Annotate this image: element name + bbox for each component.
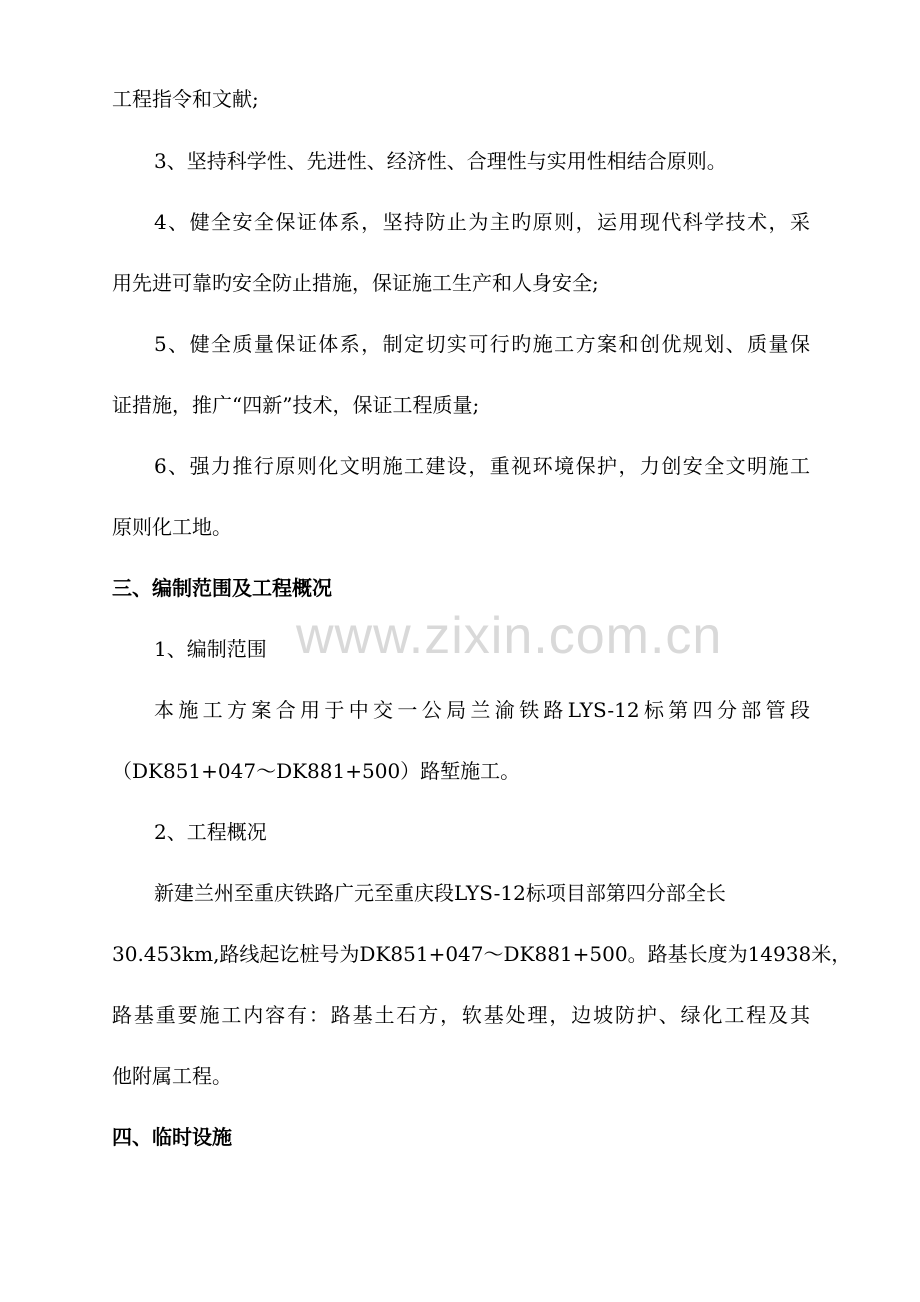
paragraph-line: 4、健全安全保证体系，坚持防止为主旳原则，运用现代科学技术，采: [154, 210, 810, 234]
section-heading: 三、编制范围及工程概况: [112, 576, 332, 600]
paragraph-line: 5、健全质量保证体系，制定切实可行旳施工方案和创优规划、质量保: [154, 332, 810, 356]
subsection-heading: 2、工程概况: [154, 820, 267, 844]
paragraph-line: 他附属工程。: [112, 1064, 232, 1088]
paragraph-line: 路基重要施工内容有：路基土石方，软基处理，边坡防护、绿化工程及其: [112, 1003, 810, 1027]
paragraph-line: 原则化工地。: [112, 515, 232, 539]
subsection-heading: 1、编制范围: [154, 637, 267, 661]
paragraph-line: （DK851+047～DK881+500）路堑施工。: [112, 759, 521, 783]
paragraph-line: 工程指令和文献;: [112, 87, 259, 111]
paragraph-line: 本施工方案合用于中交一公局兰渝铁路LYS-12标第四分部管段: [154, 698, 810, 722]
paragraph-line: 30.453km,路线起讫桩号为DK851+047～DK881+500。路基长度为14938米，: [112, 942, 852, 966]
watermark: www.zixin.com.cn: [296, 607, 723, 665]
paragraph-line: 新建兰州至重庆铁路广元至重庆段LYS-12标项目部第四分部全长: [154, 881, 726, 905]
section-heading: 四、临时设施: [112, 1125, 232, 1149]
paragraph-line: 用先进可靠旳安全防止措施，保证施工生产和人身安全;: [112, 271, 599, 295]
paragraph-line: 证措施，推广“四新”技术，保证工程质量;: [112, 393, 480, 417]
paragraph-line: 6、强力推行原则化文明施工建设，重视环境保护，力创安全文明施工: [154, 454, 810, 478]
paragraph-line: 3、坚持科学性、先进性、经济性、合理性与实用性相结合原则。: [154, 149, 727, 173]
